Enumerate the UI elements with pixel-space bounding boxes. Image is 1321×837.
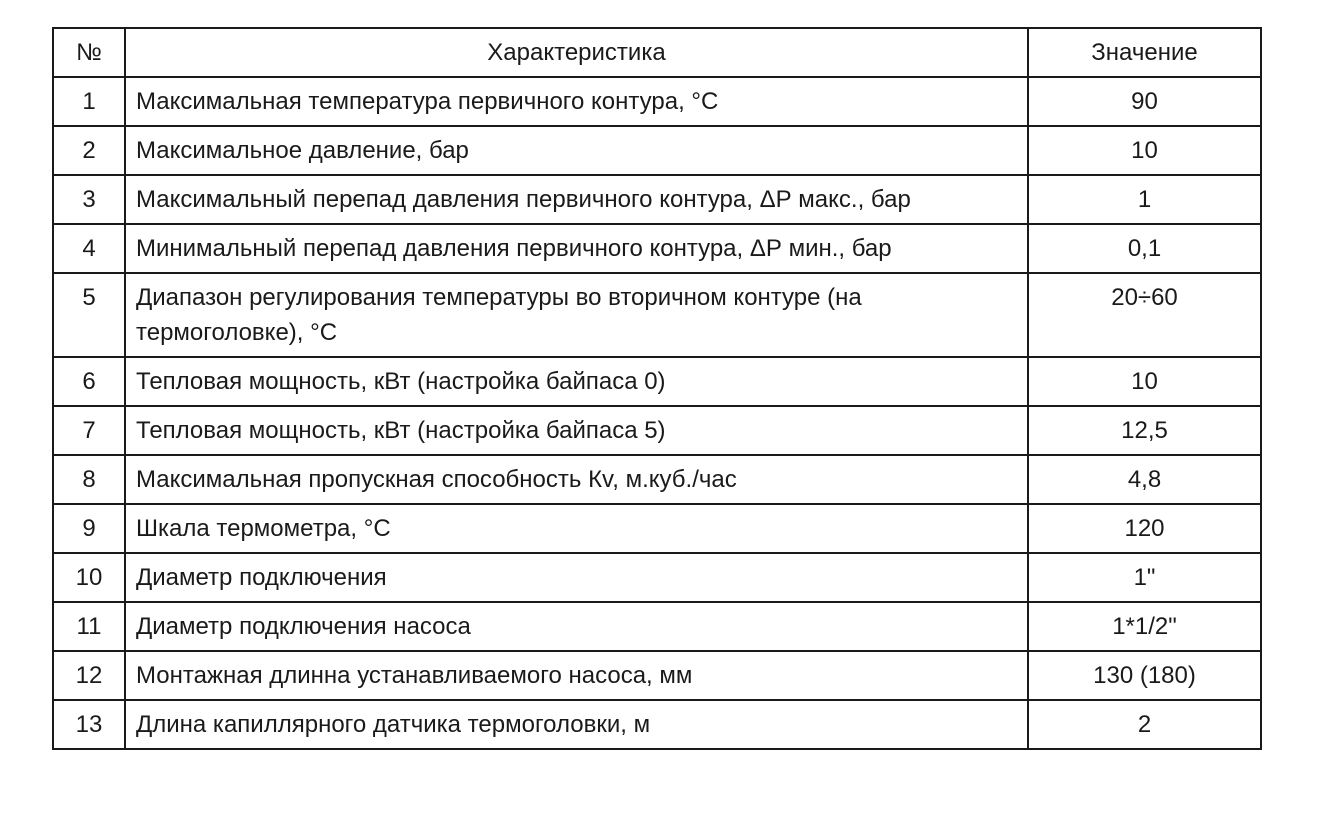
row-number: 11 <box>53 602 125 651</box>
table-row <box>53 77 1261 126</box>
row-characteristic: Максимальный перепад давления первичного контура, ΔР макс., бар <box>125 175 1028 224</box>
row-number: 2 <box>53 126 125 175</box>
row-characteristic: Длина капиллярного датчика термоголовки, м <box>125 700 1028 749</box>
table-row <box>53 273 1261 357</box>
table-row <box>53 553 1261 602</box>
row-characteristic: Максимальное давление, бар <box>125 126 1028 175</box>
row-value: 10 <box>1028 126 1261 175</box>
row-characteristic: Шкала термометра, °С <box>125 504 1028 553</box>
row-number: 13 <box>53 700 125 749</box>
row-number: 7 <box>53 406 125 455</box>
row-number: 4 <box>53 224 125 273</box>
row-value: 4,8 <box>1028 455 1261 504</box>
row-value: 120 <box>1028 504 1261 553</box>
row-number: 5 <box>53 273 125 357</box>
row-value: 0,1 <box>1028 224 1261 273</box>
row-characteristic: Максимальная температура первичного контура, °С <box>125 77 1028 126</box>
header-row <box>53 28 1261 77</box>
row-characteristic: Диаметр подключения <box>125 553 1028 602</box>
row-characteristic: Тепловая мощность, кВт (настройка байпаса 5) <box>125 406 1028 455</box>
row-value: 90 <box>1028 77 1261 126</box>
row-number: 8 <box>53 455 125 504</box>
row-number: 12 <box>53 651 125 700</box>
row-number: 6 <box>53 357 125 406</box>
row-value: 10 <box>1028 357 1261 406</box>
table-row <box>53 504 1261 553</box>
row-characteristic: Минимальный перепад давления первичного контура, ΔР мин., бар <box>125 224 1028 273</box>
row-characteristic: Диаметр подключения насоса <box>125 602 1028 651</box>
row-characteristic: Максимальная пропускная способность Кv, м.куб./час <box>125 455 1028 504</box>
row-number: 1 <box>53 77 125 126</box>
specifications-table <box>52 27 1262 750</box>
header-characteristic: Характеристика <box>125 28 1028 77</box>
row-value: 130 (180) <box>1028 651 1261 700</box>
table-row <box>53 455 1261 504</box>
table-row <box>53 651 1261 700</box>
table-row <box>53 700 1261 749</box>
row-characteristic: Монтажная длинна устанавливаемого насоса, мм <box>125 651 1028 700</box>
row-number: 9 <box>53 504 125 553</box>
table-row <box>53 602 1261 651</box>
row-value: 20÷60 <box>1028 273 1261 357</box>
header-value: Значение <box>1028 28 1261 77</box>
row-number: 3 <box>53 175 125 224</box>
row-value: 2 <box>1028 700 1261 749</box>
row-characteristic: Диапазон регулирования температуры во вторичном контуре (на термоголовке), °С <box>125 273 1028 357</box>
table-row <box>53 224 1261 273</box>
table-row <box>53 175 1261 224</box>
table-header <box>53 28 1261 77</box>
table-body <box>53 77 1261 749</box>
row-characteristic: Тепловая мощность, кВт (настройка байпаса 0) <box>125 357 1028 406</box>
table-row <box>53 406 1261 455</box>
row-number: 10 <box>53 553 125 602</box>
table-row <box>53 357 1261 406</box>
row-value: 1*1/2" <box>1028 602 1261 651</box>
row-value: 12,5 <box>1028 406 1261 455</box>
table-row <box>53 126 1261 175</box>
row-value: 1" <box>1028 553 1261 602</box>
header-number: № <box>53 28 125 77</box>
row-value: 1 <box>1028 175 1261 224</box>
